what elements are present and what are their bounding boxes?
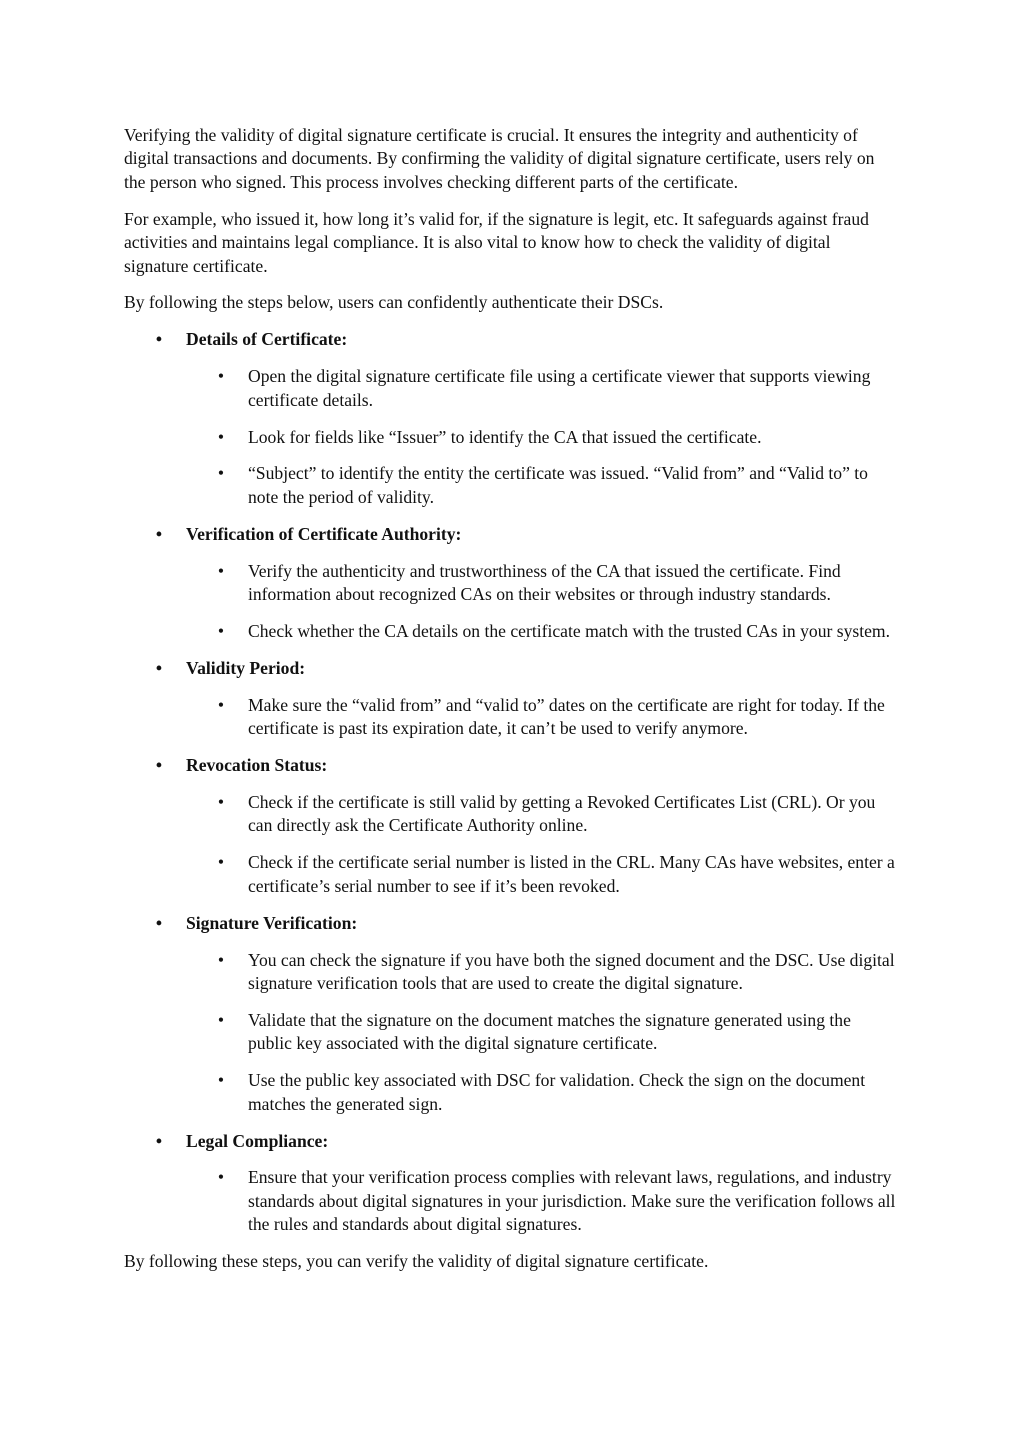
section-heading: Legal Compliance:	[186, 1130, 329, 1151]
sub-list	[124, 1166, 899, 1236]
bullet-icon: •	[217, 694, 225, 715]
list-item-text: Use the public key associated with DSC for validation. Check the sign on the document matches the generated sign.	[248, 1070, 866, 1114]
bullet-icon: •	[217, 792, 225, 813]
bullet-icon: •	[155, 657, 163, 678]
bullet-icon: •	[217, 949, 225, 970]
bullet-icon: •	[217, 560, 225, 581]
bullet-icon: •	[217, 1070, 225, 1091]
list-item	[124, 365, 899, 412]
list-item-text: Open the digital signature certificate file using a certificate viewer that supports viewing certificate details.	[248, 366, 871, 410]
document-page	[124, 124, 899, 1287]
section-verification-of-ca	[124, 523, 899, 644]
sub-list	[124, 791, 899, 898]
bullet-icon: •	[155, 329, 163, 350]
list-item	[124, 694, 899, 741]
section-heading: Details of Certificate:	[186, 329, 348, 350]
section-signature-verification	[124, 912, 899, 1116]
list-item	[124, 1166, 899, 1236]
list-item-text: Ensure that your verification process complies with relevant laws, regulations, and industry standards about digital signatures in your jurisdiction. Make sure the verification follows all the rules and standards about digital signatures.	[248, 1167, 896, 1235]
list-item-text: Make sure the “valid from” and “valid to” dates on the certificate are right for today. If the certificate is past its expiration date, it can’t be used to verify anymore.	[248, 694, 885, 739]
bullet-icon: •	[217, 366, 225, 387]
list-item	[124, 1009, 899, 1056]
list-item	[124, 560, 899, 607]
intro-paragraph-2: For example, who issued it, how long it’s valid for, if the signature is legit, etc. It safeguards against fraud activities and maintains legal compliance. It is also vital to know how to check the validity of digital signature certificate.	[124, 208, 869, 276]
list-item-text: Validate that the signature on the document matches the signature generated using the public key associated with the digital signature certificate.	[248, 1009, 851, 1054]
sub-list	[124, 560, 899, 644]
section-revocation-status	[124, 754, 899, 898]
list-item	[124, 620, 899, 643]
list-item-text: Check whether the CA details on the certificate match with the trusted CAs in your system.	[248, 621, 891, 641]
section-heading: Validity Period:	[186, 657, 306, 678]
bullet-icon: •	[155, 912, 163, 933]
bullet-icon: •	[217, 426, 225, 447]
list-item-text: Look for fields like “Issuer” to identify the CA that issued the certificate.	[248, 426, 762, 447]
section-heading: Revocation Status:	[186, 755, 328, 776]
bullet-icon: •	[217, 621, 225, 641]
list-item-text: Check if the certificate is still valid by getting a Revoked Certificates List (CRL). Or you can directly ask the Certificate Authority online.	[248, 792, 876, 836]
section-heading: Verification of Certificate Authority:	[186, 523, 462, 544]
list-item	[124, 791, 899, 838]
list-item-text: “Subject” to identify the entity the certificate was issued. “Valid from” and “Valid to” to note the period of validity.	[248, 463, 868, 507]
sub-list	[124, 365, 899, 509]
list-item	[124, 851, 899, 898]
bullet-icon: •	[217, 1167, 225, 1188]
bullet-icon: •	[217, 852, 225, 873]
list-item	[124, 949, 899, 996]
list-item	[124, 426, 899, 449]
closing-paragraph: By following these steps, you can verify the validity of digital signature certificate.	[124, 1251, 709, 1272]
list-item	[124, 1069, 899, 1116]
bullet-icon: •	[217, 463, 225, 484]
bullet-icon: •	[155, 1130, 163, 1151]
bullet-icon: •	[155, 755, 163, 776]
section-legal-compliance	[124, 1130, 899, 1237]
list-item	[124, 462, 899, 509]
section-validity-period	[124, 657, 899, 741]
section-details-of-certificate	[124, 328, 899, 509]
sub-list	[124, 694, 899, 741]
intro-paragraph-3: By following the steps below, users can confidently authenticate their DSCs.	[124, 292, 664, 313]
bullet-icon: •	[155, 523, 163, 544]
list-item-text: Check if the certificate serial number is listed in the CRL. Many CAs have websites, enter a certificate’s serial number to see if it’s been revoked.	[248, 852, 895, 896]
sub-list	[124, 949, 899, 1116]
bullet-icon: •	[217, 1009, 225, 1030]
intro-paragraph-1: Verifying the validity of digital signature certificate is crucial. It ensures the integrity and authenticity of digital transactions and documents. By confirming the validity of digital signature certificate, users rely on the person who signed. This process involves checking different parts of the certificate.	[124, 125, 875, 192]
list-item-text: You can check the signature if you have both the signed document and the DSC. Use digital signature verification tools that are used to create the digital signature.	[248, 949, 895, 993]
section-heading: Signature Verification:	[186, 912, 358, 933]
list-item-text: Verify the authenticity and trustworthiness of the CA that issued the certificate. Find information about recognized CAs on their websites or through industry standards.	[248, 560, 841, 605]
